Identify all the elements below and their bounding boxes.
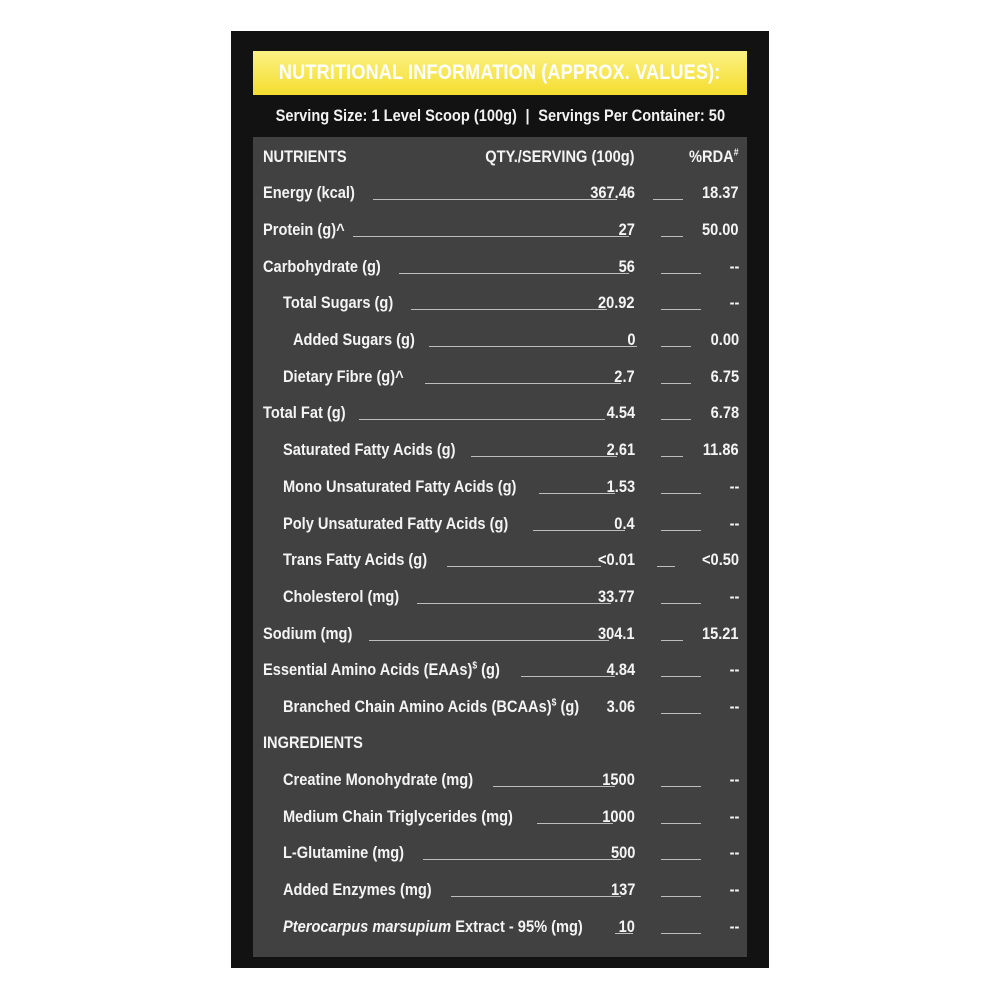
leader-line (661, 493, 701, 494)
nutrient-qty: 0.4 (614, 514, 635, 533)
nutrient-qty: 304.1 (598, 624, 635, 643)
leader-line (661, 456, 683, 457)
nutrient-rda: -- (729, 660, 739, 679)
leader-line (661, 859, 701, 860)
table-row (253, 436, 747, 466)
leader-line (661, 346, 691, 347)
leader-line (471, 456, 617, 457)
table-row (253, 913, 747, 943)
header-qty: QTY./SERVING (100g) (485, 147, 635, 166)
leader-line (425, 383, 621, 384)
leader-line (661, 603, 701, 604)
servings-per-container: Servings Per Container: 50 (537, 106, 725, 125)
ingredient-qty: 1000 (602, 807, 635, 826)
leader-line (661, 236, 683, 237)
ingredients-header-row (253, 729, 747, 759)
nutrient-name: Dietary Fibre (g)^ (283, 367, 404, 386)
table-row (253, 766, 747, 796)
nutrient-qty: 20.92 (598, 293, 635, 312)
ingredient-name: Added Enzymes (mg) (283, 880, 432, 899)
table-row (253, 399, 747, 429)
table-row (253, 216, 747, 246)
nutrient-rda: -- (729, 514, 739, 533)
nutrient-qty: <0.01 (598, 550, 635, 569)
leader-line (661, 309, 701, 310)
table-row (253, 839, 747, 869)
leader-line (661, 786, 701, 787)
leader-line (661, 823, 701, 824)
serving-size: Serving Size: 1 Level Scoop (100g) (275, 106, 517, 125)
leader-line (657, 566, 675, 567)
nutrient-name: Poly Unsaturated Fatty Acids (g) (283, 514, 509, 533)
leader-line (661, 419, 691, 420)
nutrient-qty: 2.61 (606, 440, 635, 459)
leader-line (451, 896, 621, 897)
leader-line (661, 383, 691, 384)
leader-line (423, 859, 621, 860)
leader-line (353, 236, 629, 237)
nutrient-name: Sodium (mg) (263, 624, 353, 643)
leader-line (493, 786, 615, 787)
title-bar (253, 51, 747, 95)
leader-line (429, 346, 637, 347)
nutrition-table (253, 137, 747, 957)
nutrient-qty: 4.84 (606, 660, 635, 679)
ingredient-rda: -- (729, 843, 739, 862)
nutrient-name: Carbohydrate (g) (263, 257, 381, 276)
leader-line (661, 933, 701, 934)
nutrient-qty: 56 (618, 257, 635, 276)
nutrient-qty: 1.53 (606, 477, 635, 496)
ingredient-rda: -- (729, 770, 739, 789)
nutrient-qty: 33.77 (598, 587, 635, 606)
nutrient-qty: 0 (626, 330, 635, 349)
nutrient-qty: 2.7 (614, 367, 635, 386)
header-rda: %RDA# (689, 147, 739, 166)
ingredient-qty: 137 (610, 880, 635, 899)
nutrient-rda: -- (729, 477, 739, 496)
nutrient-rda: 11.86 (703, 440, 739, 459)
nutrient-rda: 6.75 (710, 367, 739, 386)
leader-line (373, 199, 617, 200)
nutrient-name: Mono Unsaturated Fatty Acids (g) (283, 477, 517, 496)
ingredient-name: Medium Chain Triglycerides (mg) (283, 807, 513, 826)
nutrient-rda: -- (729, 293, 739, 312)
nutrient-name: Trans Fatty Acids (g) (283, 550, 428, 569)
ingredient-qty: 1500 (602, 770, 635, 789)
nutrient-qty: 367.46 (590, 183, 635, 202)
header-nutrients: NUTRIENTS (263, 147, 347, 166)
leader-line (359, 419, 605, 420)
nutrient-rda: -- (729, 587, 739, 606)
serving-info (253, 101, 747, 131)
nutrient-rda: -- (729, 697, 739, 716)
ingredients-header: INGREDIENTS (263, 733, 363, 752)
nutrient-rda: 0.00 (710, 330, 739, 349)
leader-line (661, 530, 701, 531)
nutrient-name: Branched Chain Amino Acids (BCAAs)$ (g) (283, 697, 580, 716)
nutrient-name: Protein (g)^ (263, 220, 345, 239)
leader-line (521, 676, 615, 677)
table-row (253, 253, 747, 283)
leader-line (539, 493, 615, 494)
panel-title: NUTRITIONAL INFORMATION (APPROX. VALUES): (279, 61, 721, 84)
ingredient-name: Creatine Monohydrate (mg) (283, 770, 474, 789)
nutrient-name: Total Fat (g) (263, 403, 346, 422)
table-row (253, 656, 747, 686)
leader-line (661, 273, 701, 274)
table-row (253, 326, 747, 356)
leader-line (399, 273, 629, 274)
ingredient-rda: -- (729, 880, 739, 899)
leader-line (369, 640, 609, 641)
nutrient-name: Energy (kcal) (263, 183, 355, 202)
table-row (253, 583, 747, 613)
nutrient-rda: 50.00 (702, 220, 739, 239)
nutrient-rda: 15.21 (702, 624, 739, 643)
nutrient-rda: 6.78 (710, 403, 739, 422)
leader-line (411, 309, 607, 310)
leader-line (661, 676, 701, 677)
leader-line (661, 896, 701, 897)
ingredient-qty: 10 (618, 917, 635, 936)
nutrient-name: Essential Amino Acids (EAAs)$ (g) (263, 660, 500, 679)
table-row (253, 179, 747, 209)
ingredient-name: L-Glutamine (mg) (283, 843, 405, 862)
nutrient-rda: 18.37 (702, 183, 739, 202)
serving-separator: | (525, 106, 530, 125)
table-header (253, 143, 747, 173)
nutrient-name: Added Sugars (g) (293, 330, 415, 349)
table-row (253, 546, 747, 576)
table-row (253, 510, 747, 540)
table-row (253, 693, 747, 723)
nutrient-name: Cholesterol (mg) (283, 587, 400, 606)
leader-line (653, 199, 683, 200)
table-row (253, 620, 747, 650)
nutrient-rda: -- (729, 257, 739, 276)
ingredient-rda: -- (729, 917, 739, 936)
table-row (253, 289, 747, 319)
leader-line (417, 603, 611, 604)
nutrient-name: Saturated Fatty Acids (g) (283, 440, 456, 459)
table-row (253, 363, 747, 393)
nutrient-qty: 27 (618, 220, 635, 239)
table-row (253, 876, 747, 906)
ingredient-name: Pterocarpus marsupium Extract - 95% (mg) (283, 917, 583, 936)
leader-line (661, 640, 683, 641)
ingredient-rda: -- (729, 807, 739, 826)
table-row (253, 473, 747, 503)
leader-line (533, 530, 625, 531)
nutrition-panel (231, 31, 769, 968)
table-row (253, 803, 747, 833)
nutrient-qty: 4.54 (606, 403, 635, 422)
nutrient-qty: 3.06 (606, 697, 635, 716)
nutrient-rda: <0.50 (702, 550, 739, 569)
leader-line (661, 713, 701, 714)
leader-line (447, 566, 601, 567)
nutrient-name: Total Sugars (g) (283, 293, 394, 312)
ingredient-qty: 500 (610, 843, 635, 862)
